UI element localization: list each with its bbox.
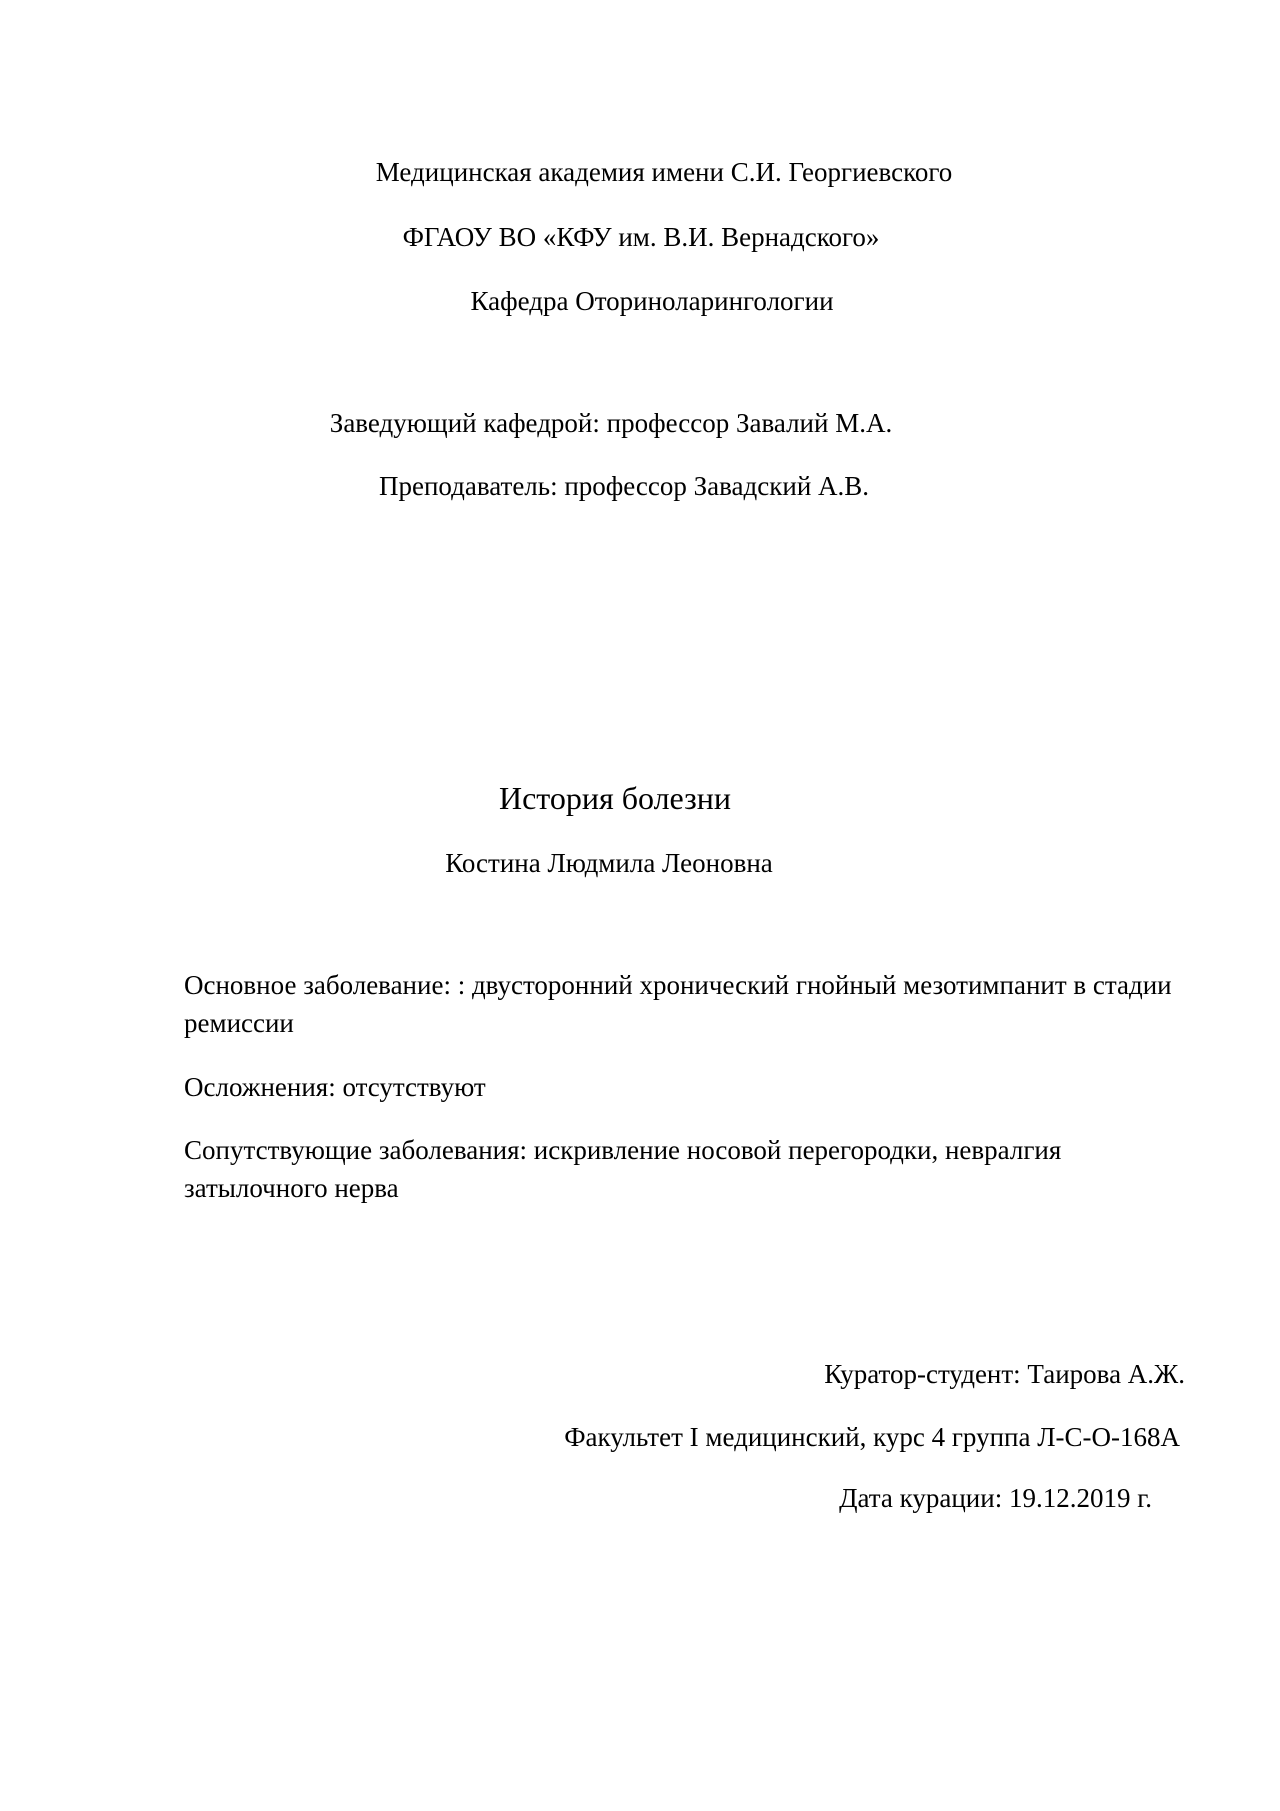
comorbid-diseases: Сопутствующие заболевания: искривление носовой перегородки, невралгия затылочного нерва xyxy=(184,1135,1062,1203)
teacher: Преподаватель: профессор Завадский А.В. xyxy=(378,471,870,501)
main-diagnosis: Основное заболевание: : двусторонний хронический гнойный мезотимпанит в стадии ремиссии xyxy=(184,970,1172,1038)
department-name: Кафедра Оториноларингологии xyxy=(470,286,834,316)
document-title: История болезни xyxy=(498,780,732,816)
department-head: Заведующий кафедрой: профессор Завалий М.А. xyxy=(329,408,893,438)
academy-name: Медицинская академия имени С.И. Георгиевского xyxy=(375,157,953,187)
university-name: ФГАОУ ВО «КФУ им. В.И. Вернадского» xyxy=(402,222,880,252)
faculty: Факультет I медицинский, курс 4 группа Л-С-О-168А xyxy=(564,1422,1180,1452)
curator: Куратор-студент: Таирова А.Ж. xyxy=(824,1359,1185,1389)
curation-date: Дата курации: 19.12.2019 г. xyxy=(839,1483,1152,1513)
patient-name: Костина Людмила Леоновна xyxy=(445,848,773,878)
complications: Осложнения: отсутствуют xyxy=(184,1072,486,1102)
